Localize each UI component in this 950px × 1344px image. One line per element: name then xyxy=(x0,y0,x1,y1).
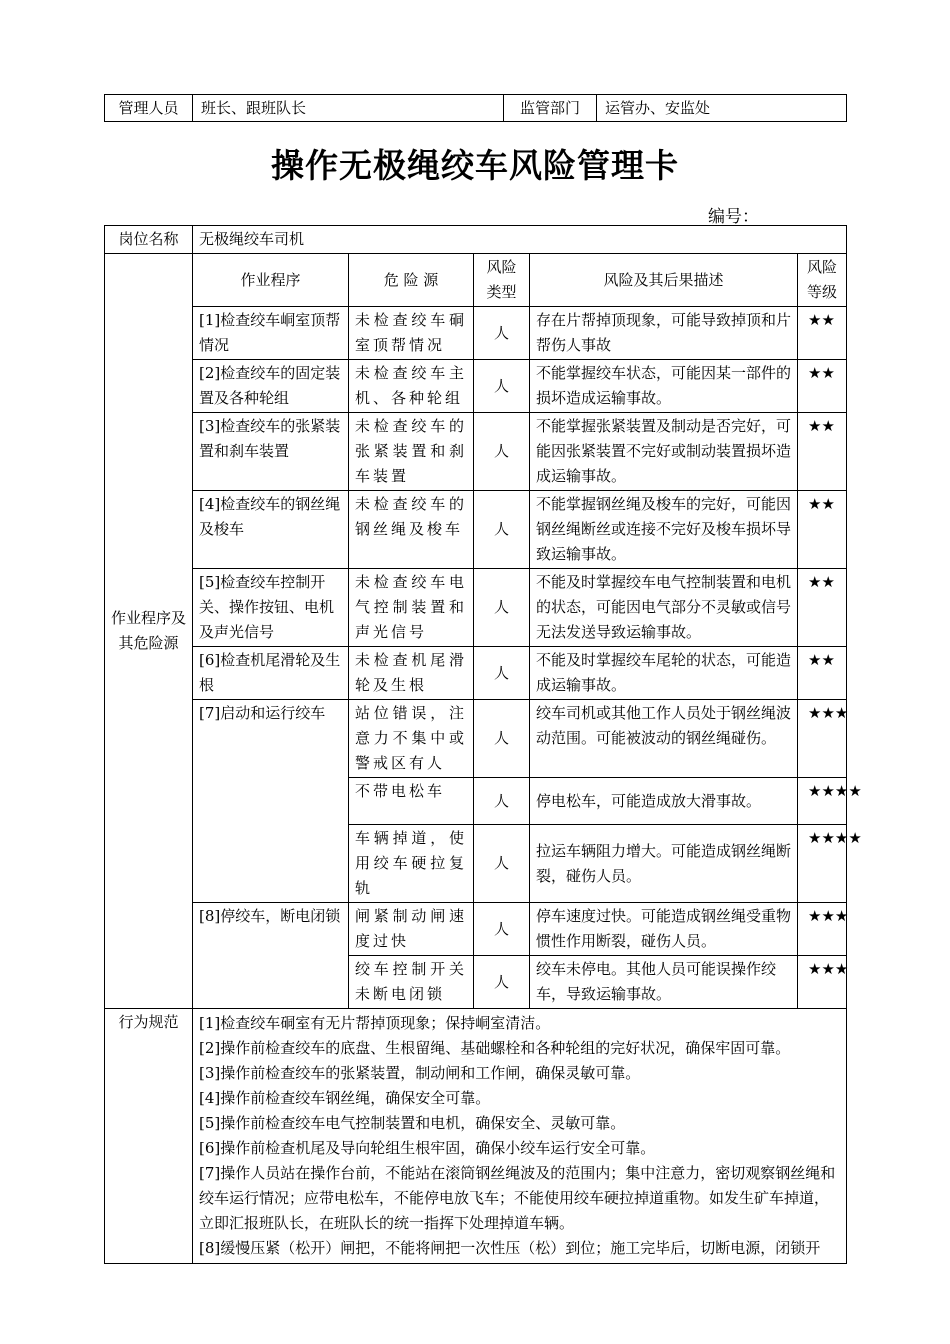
risk-type-cell: 人 xyxy=(474,413,530,491)
table-row xyxy=(105,700,847,778)
norm-item: [3]操作前检查绞车的张紧装置，制动闸和工作闸，确保灵敏可靠。 xyxy=(199,1064,641,1082)
col-procedure: 作业程序 xyxy=(193,254,349,307)
description-cell: 不能掌握绞车状态，可能因某一部件的损坏造成运输事故。 xyxy=(530,360,798,413)
procedure-cell: [3]检查绞车的张紧装置和刹车装置 xyxy=(193,413,349,491)
col-hazard: 危 险 源 xyxy=(349,254,474,307)
procedure-cell: [4]检查绞车的钢丝绳及梭车 xyxy=(193,491,349,569)
procedure-cell: [1]检查绞车峒室顶帮情况 xyxy=(193,307,349,360)
description-cell: 拉运车辆阻力增大。可能造成钢丝绳断裂，碰伤人员。 xyxy=(530,825,798,903)
risk-level-stars: ★★★★ xyxy=(798,825,847,903)
dept-value: 运管办、安监处 xyxy=(597,95,847,122)
manager-value: 班长、跟班队长 xyxy=(193,95,504,122)
serial-number-label: 编号： xyxy=(708,207,759,227)
post-value: 无极绳绞车司机 xyxy=(193,226,847,254)
description-cell: 不能及时掌握绞车尾轮的状态，可能造成运输事故。 xyxy=(530,647,798,700)
header-table xyxy=(104,94,847,122)
risk-level-stars: ★★★ xyxy=(798,903,847,956)
description-cell: 绞车司机或其他工作人员处于钢丝绳波动范围。可能被波动的钢丝绳碰伤。 xyxy=(530,700,798,778)
hazard-cell: 站位错误，注意力不集中或警戒区有人 xyxy=(349,700,474,778)
risk-type-cell: 人 xyxy=(474,956,530,1009)
risk-type-cell: 人 xyxy=(474,307,530,360)
risk-level-stars: ★★★★ xyxy=(798,778,847,825)
procedure-cell: [8]停绞车，断电闭锁 xyxy=(193,903,349,1009)
risk-level-stars: ★★ xyxy=(798,360,847,413)
norm-item: [5]操作前检查绞车电气控制装置和电机，确保安全、灵敏可靠。 xyxy=(199,1114,626,1132)
table-row xyxy=(105,360,847,413)
col-risk-type: 风险类型 xyxy=(474,254,530,307)
header-row xyxy=(105,95,847,122)
hazard-cell: 绞车控制开关未断电闭锁 xyxy=(349,956,474,1009)
norm-item: [6]操作前检查机尾及导向轮组生根牢固，确保小绞车运行安全可靠。 xyxy=(199,1139,656,1157)
table-row xyxy=(105,307,847,360)
description-cell: 不能掌握张紧装置及制动是否完好，可能因张紧装置不完好或制动装置损坏造成运输事故。 xyxy=(530,413,798,491)
description-cell: 不能及时掌握绞车电气控制装置和电机的状态，可能因电气部分不灵敏或信号无法发送导致运输事故。 xyxy=(530,569,798,647)
hazard-cell: 未检查绞车电气控制装置和声光信号 xyxy=(349,569,474,647)
hazard-cell: 未检查绞车的张紧装置和刹车装置 xyxy=(349,413,474,491)
hazard-cell: 未检查绞车的钢丝绳及梭车 xyxy=(349,491,474,569)
hazard-cell: 闸紧制动闸速度过快 xyxy=(349,903,474,956)
risk-level-stars: ★★ xyxy=(798,491,847,569)
procedure-cell: [7]启动和运行绞车 xyxy=(193,700,349,903)
dept-label: 监管部门 xyxy=(504,95,597,122)
hazard-cell: 车辆掉道，使用绞车硬拉复轨 xyxy=(349,825,474,903)
risk-level-stars: ★★ xyxy=(798,307,847,360)
procedure-cell: [5]检查绞车控制开关、操作按钮、电机及声光信号 xyxy=(193,569,349,647)
risk-type-cell: 人 xyxy=(474,569,530,647)
description-cell: 不能掌握钢丝绳及梭车的完好，可能因钢丝绳断丝或连接不完好及梭车损坏导致运输事故。 xyxy=(530,491,798,569)
norm-item: [1]检查绞车硐室有无片帮掉顶现象；保持峒室清洁。 xyxy=(199,1014,551,1032)
norms-row xyxy=(105,1009,847,1264)
post-row xyxy=(105,226,847,254)
procedure-cell: [2]检查绞车的固定装置及各种轮组 xyxy=(193,360,349,413)
post-label: 岗位名称 xyxy=(105,226,193,254)
risk-level-stars: ★★ xyxy=(798,569,847,647)
risk-level-stars: ★★ xyxy=(798,647,847,700)
hazard-cell: 不带电松车 xyxy=(349,778,474,825)
norm-item: [7]操作人员站在操作台前，不能站在滚筒钢丝绳波及的范围内；集中注意力，密切观察钢丝绳和绞车运行情况；应带电松车，不能停电放飞车；不能使用绞车硬拉掉道重物。如发生矿车掉道，立即汇报班队长，在班队长的统一指挥下处理掉道车辆。 xyxy=(199,1164,836,1232)
risk-type-cell: 人 xyxy=(474,700,530,778)
table-row xyxy=(105,491,847,569)
norms-label: 行为规范 xyxy=(105,1009,193,1264)
hazard-cell: 未检查绞车硐室顶帮情况 xyxy=(349,307,474,360)
hazard-cell: 未检查机尾滑轮及生根 xyxy=(349,647,474,700)
col-level: 风险等级 xyxy=(798,254,847,307)
procedure-cell: [6]检查机尾滑轮及生根 xyxy=(193,647,349,700)
table-row xyxy=(105,647,847,700)
risk-type-cell: 人 xyxy=(474,778,530,825)
table-row xyxy=(105,413,847,491)
norm-item: [2]操作前检查绞车的底盘、生根留绳、基础螺栓和各种轮组的完好状况，确保牢固可靠。 xyxy=(199,1039,791,1057)
risk-level-stars: ★★ xyxy=(798,413,847,491)
page-title: 操作无极绳绞车风险管理卡 xyxy=(271,146,679,185)
risk-type-cell: 人 xyxy=(474,360,530,413)
risk-table xyxy=(104,225,862,1264)
risk-level-stars: ★★★ xyxy=(798,700,847,778)
description-cell: 存在片帮掉顶现象，可能导致掉顶和片帮伤人事故 xyxy=(530,307,798,360)
risk-type-cell: 人 xyxy=(474,903,530,956)
description-cell: 停电松车，可能造成放大滑事故。 xyxy=(530,778,798,825)
col-description: 风险及其后果描述 xyxy=(530,254,798,307)
manager-label: 管理人员 xyxy=(105,95,193,122)
column-header-row xyxy=(105,254,847,307)
norm-item: [4]操作前检查绞车钢丝绳，确保安全可靠。 xyxy=(199,1089,491,1107)
section-label: 作业程序及其危险源 xyxy=(105,254,193,1009)
description-cell: 停车速度过快。可能造成钢丝绳受重物惯性作用断裂，碰伤人员。 xyxy=(530,903,798,956)
table-row xyxy=(105,903,847,956)
risk-level-stars: ★★★ xyxy=(798,956,847,1009)
description-cell: 绞车未停电。其他人员可能误操作绞车，导致运输事故。 xyxy=(530,956,798,1009)
risk-type-cell: 人 xyxy=(474,825,530,903)
risk-type-cell: 人 xyxy=(474,647,530,700)
norm-item: [8]缓慢压紧（松开）闸把，不能将闸把一次性压（松）到位；施工完毕后，切断电源，闭锁开 xyxy=(199,1239,821,1257)
risk-type-cell: 人 xyxy=(474,491,530,569)
table-row xyxy=(105,569,847,647)
hazard-cell: 未检查绞车主机、各种轮组 xyxy=(349,360,474,413)
norms-content xyxy=(193,1009,847,1264)
